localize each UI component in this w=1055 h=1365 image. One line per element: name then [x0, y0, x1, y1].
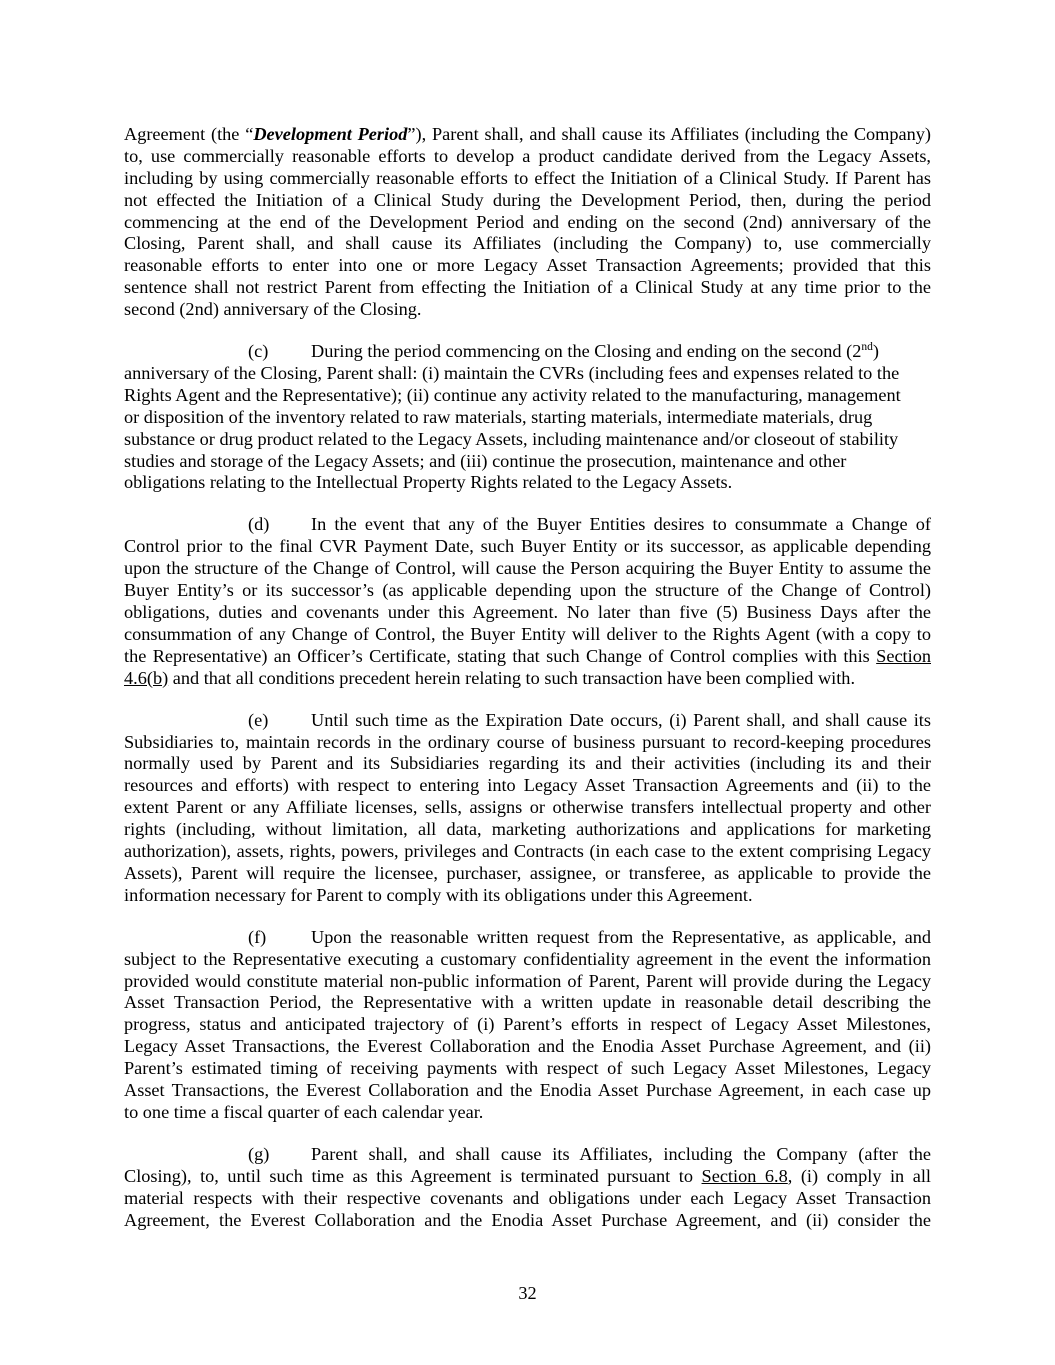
paragraph-line: consummation of any Change of Control, the Buyer Entity will deliver to the Rights Agent (with a copy to: [124, 623, 931, 644]
paragraph-line: [124, 341, 931, 363]
line-text: In the event that any of the Buyer Entities desires to consummate a Change of: [311, 514, 931, 535]
paragraph-line: including by using commercially reasonable efforts to effect the Initiation of a Clinical Study. If Parent has: [124, 167, 931, 188]
clause-label-f: (f): [248, 926, 267, 947]
paragraph-line: Buyer Entity’s or its successor’s (as applicable depending upon the structure of the Change of Control): [124, 580, 931, 601]
paragraph-line: Asset Transactions, the Everest Collaboration and the Enodia Asset Purchase Agreement, in each case up: [124, 1080, 931, 1100]
line-text: Closing), to, until such time as this Agreement is terminated pursuant to: [124, 1165, 702, 1186]
line-text: Parent shall, and shall cause its Affiliates, including the Company (after the: [311, 1143, 931, 1164]
paragraph-line: or disposition of the inventory related to raw materials, starting materials, intermediate materials, drug: [124, 406, 873, 427]
paragraph-line: [124, 124, 931, 146]
paragraph-line: Closing, Parent shall, and shall cause its Affiliates (including the Company) to, use commercially: [124, 233, 931, 254]
paragraph-line: Asset Transaction Period, the Representative with a written update in reasonable detail describing the: [124, 992, 931, 1013]
line-text: the Representative) an Officer’s Certificate, stating that such Change of Control complies with this: [124, 645, 877, 666]
paragraph-line: Rights Agent and the Representative); (ii) continue any activity related to the manufacturing, management: [124, 384, 901, 405]
paragraph-line: [124, 927, 931, 949]
paragraph-line: [124, 668, 931, 690]
paragraph-line: resources and efforts) with respect to entering into Legacy Asset Transaction Agreements and (ii) to the: [124, 775, 931, 796]
paragraph-line: second (2nd) anniversary of the Closing.: [124, 299, 422, 320]
paragraph-line: Parent’s estimated timing of receiving payments with respect of such Legacy Asset Milestones, Legacy: [124, 1058, 931, 1079]
line-text: Agreement (the “: [124, 124, 254, 144]
line-text: Until such time as the Expiration Date occurs, (i) Parent shall, and shall cause its: [311, 709, 931, 730]
clause-label-e: (e): [248, 709, 269, 730]
paragraph-line: studies and storage of the Legacy Assets; and (iii) continue the prosecution, maintenance and other: [124, 450, 847, 471]
clause-label-c: (c): [248, 341, 269, 362]
paragraph-line: Agreement, the Everest Collaboration and the Enodia Asset Purchase Agreement, and (ii) consider the: [124, 1209, 931, 1230]
page-number: 32: [518, 1283, 537, 1303]
paragraph-e: [124, 710, 931, 907]
paragraph-line: reasonable efforts to enter into one or more Legacy Asset Transaction Agreements; provided that this: [124, 255, 931, 276]
clause-label-g: (g): [248, 1143, 270, 1164]
paragraph-line: [124, 1144, 931, 1166]
paragraph-line: obligations relating to the Intellectual Property Rights related to the Legacy Assets.: [124, 472, 733, 493]
line-text: ): [872, 341, 879, 362]
paragraph-line: sentence shall not restrict Parent from effecting the Initiation of a Clinical Study at any time prior to the: [124, 277, 931, 298]
paragraph-line: Legacy Asset Transactions, the Everest Collaboration and the Enodia Asset Purchase Agreement, and (ii): [124, 1036, 931, 1057]
section-reference: 4.6(b): [124, 667, 169, 688]
line-text: Upon the reasonable written request from the Representative, as applicable, and: [311, 926, 931, 947]
paragraph-line: [124, 514, 931, 536]
line-text: , (i) comply in all: [787, 1165, 931, 1186]
body-text: [124, 124, 931, 1252]
paragraph-line: progress, status and anticipated trajectory of (i) Parent’s efforts in respect of Legacy Asset Milestones,: [124, 1014, 931, 1035]
paragraph-d: [124, 514, 931, 689]
paragraph-line: Control prior to the final CVR Payment Date, such Buyer Entity or its successor, as applicable depending: [124, 536, 931, 557]
defined-term-development-period: Development Period: [253, 124, 408, 144]
section-reference: Section 6.8: [701, 1165, 788, 1186]
paragraph-line: provided would constitute material non-public information of Parent, Parent will provide during the Legacy: [124, 970, 931, 991]
paragraph-f: [124, 927, 931, 1124]
paragraph-c: [124, 341, 931, 494]
paragraph-line: to one time a fiscal quarter of each calendar year.: [124, 1101, 484, 1122]
paragraph-continued: [124, 124, 931, 321]
paragraph-line: commencing at the end of the Development Period and ending on the second (2nd) anniversary of the: [124, 211, 931, 232]
line-text: ”), Parent shall, and shall cause its Affiliates (including the Company): [407, 124, 932, 144]
paragraph-line: substance or drug product related to the Legacy Assets, including maintenance and/or closeout of stability: [124, 428, 899, 449]
paragraph-line: authorization), assets, rights, powers, privileges and Contracts (in each case to the extent comprising Legacy: [124, 841, 931, 861]
paragraph-line: [124, 646, 931, 668]
line-text: During the period commencing on the Closing and ending on the second (2: [311, 341, 862, 362]
paragraph-line: anniversary of the Closing, Parent shall: (i) maintain the CVRs (including fees and expenses related to the: [124, 363, 900, 383]
paragraph-line: material respects with their respective covenants and obligations under each Legacy Asset Transaction: [124, 1187, 931, 1208]
paragraph-line: rights (including, without limitation, all data, marketing authorizations and applications for marketing: [124, 819, 931, 840]
ordinal-suffix: nd: [861, 341, 873, 354]
line-text: and that all conditions precedent herein relating to such transaction have been complied with.: [168, 667, 856, 688]
paragraph-line: Subsidiaries to, maintain records in the ordinary course of business pursuant to record-keeping procedures: [124, 731, 931, 752]
clause-label-d: (d): [248, 514, 270, 535]
paragraph-line: normally used by Parent and its Subsidiaries regarding its and their activities (including its and their: [124, 753, 931, 774]
section-reference: Section: [876, 645, 931, 666]
paragraph-g: [124, 1144, 931, 1232]
paragraph-line: extent Parent or any Affiliate licenses, sells, assigns or otherwise transfers intellectual property and other: [124, 797, 931, 818]
paragraph-line: to, use commercially reasonable efforts to develop a product candidate derived from the Legacy Assets,: [124, 145, 931, 166]
paragraph-line: [124, 1166, 931, 1188]
paragraph-line: obligations, duties and covenants under this Agreement. No later than five (5) Business Days after the: [124, 602, 931, 622]
paragraph-line: upon the structure of the Change of Control, will cause the Person acquiring the Buyer Entity to assume the: [124, 558, 931, 579]
paragraph-line: Assets), Parent will require the licensee, purchaser, assignee, or transferee, as applicable to provide the: [124, 862, 931, 883]
paragraph-line: subject to the Representative executing a customary confidentiality agreement in the event the information: [124, 948, 931, 969]
paragraph-line: [124, 710, 931, 732]
paragraph-line: not effected the Initiation of a Clinical Study during the Development Period, then, during the period: [124, 189, 931, 210]
paragraph-line: information necessary for Parent to comply with its obligations under this Agreement.: [124, 884, 753, 905]
